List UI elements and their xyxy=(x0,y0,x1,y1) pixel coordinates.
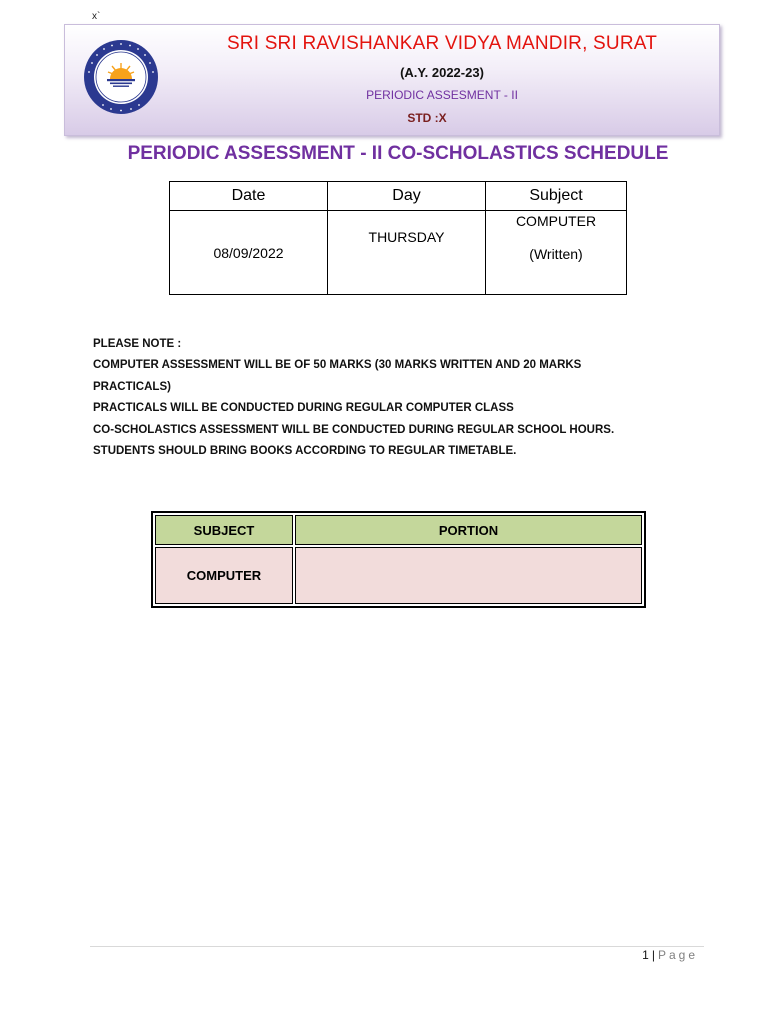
note-line: STUDENTS SHOULD BRING BOOKS ACCORDING TO REGULAR TIMETABLE. xyxy=(93,445,517,458)
schedule-title: PERIODIC ASSESSMENT - II CO-SCHOLASTICS SCHEDULE xyxy=(127,143,669,164)
assessment-name: PERIODIC ASSESMENT - II xyxy=(366,88,518,102)
column-header-subject: Subject xyxy=(486,182,627,211)
schedule-date: 08/09/2022 xyxy=(170,211,328,295)
portion-content xyxy=(295,547,642,604)
column-header-portion: PORTION xyxy=(295,515,642,545)
schedule-day: THURSDAY xyxy=(328,211,486,295)
page-separator: | xyxy=(651,948,655,962)
schedule-subject xyxy=(486,211,627,295)
schedule-subject-note: (Written) xyxy=(529,246,583,262)
header-banner xyxy=(64,24,720,136)
schedule-subject-name: COMPUTER xyxy=(515,213,597,229)
portion-table xyxy=(151,511,646,608)
column-header-subject: SUBJECT xyxy=(155,515,293,545)
academic-year: (A.Y. 2022-23) xyxy=(400,65,484,80)
page-word: Page xyxy=(657,948,698,962)
footer-divider xyxy=(90,946,704,947)
table-row xyxy=(170,211,627,295)
school-name: SRI SRI RAVISHANKAR VIDYA MANDIR, SURAT xyxy=(226,33,658,54)
schedule-table xyxy=(169,181,627,295)
column-header-date: Date xyxy=(170,182,328,211)
portion-header-row xyxy=(155,515,642,545)
column-header-day: Day xyxy=(328,182,486,211)
corner-mark: x` xyxy=(92,11,101,22)
page-footer xyxy=(642,948,698,962)
table-row xyxy=(155,547,642,604)
note-line: COMPUTER ASSESSMENT WILL BE OF 50 MARKS (30 MARKS WRITTEN AND 20 MARKS xyxy=(93,359,582,372)
page-number: 1 xyxy=(642,948,649,962)
notes-section xyxy=(93,334,683,462)
note-line: PRACTICALS) xyxy=(93,380,171,393)
standard-label: STD :X xyxy=(407,111,447,125)
notes-heading: PLEASE NOTE : xyxy=(93,338,182,350)
note-line: PRACTICALS WILL BE CONDUCTED DURING REGULAR COMPUTER CLASS xyxy=(93,402,514,415)
schedule-header-row xyxy=(170,182,627,211)
portion-subject: COMPUTER xyxy=(155,547,293,604)
note-line: CO-SCHOLASTICS ASSESSMENT WILL BE CONDUCTED DURING REGULAR SCHOOL HOURS. xyxy=(93,423,615,436)
